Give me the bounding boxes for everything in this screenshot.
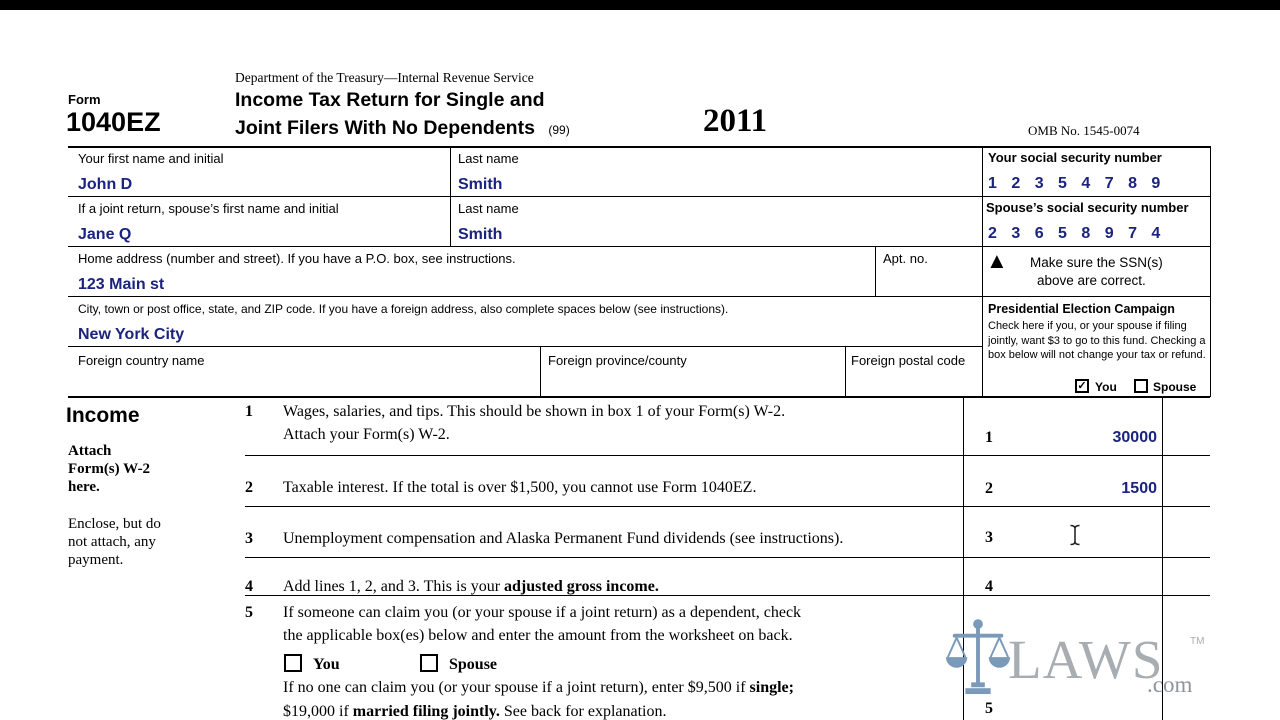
home-address-label: Home address (number and street). If you have a P.O. box, see instructions. — [78, 251, 516, 266]
form-title-code: (99) — [548, 123, 570, 137]
line3-number: 3 — [245, 530, 253, 547]
form-number: 1040EZ — [66, 107, 161, 137]
laws-logo-com: .com — [1147, 672, 1193, 697]
attach-note-line2: Form(s) W-2 — [68, 461, 151, 477]
spouse-last-name-field[interactable]: Smith — [458, 226, 503, 243]
line5-number: 5 — [245, 604, 253, 621]
campaign-body-text: Check here if you, or your spouse if filing jointly, want $3 to go to this fund. Checking a box below will not change your tax or refund. — [988, 320, 1206, 361]
line5-text-3 — [283, 679, 794, 697]
scales-of-justice-icon — [944, 617, 1012, 710]
omb-number: OMB No. 1545-0074 — [1028, 123, 1140, 138]
line5-you-label: You — [313, 656, 340, 673]
rule-line1 — [245, 455, 1210, 456]
foreign-country-label: Foreign country name — [78, 353, 205, 368]
line5-text-1: If someone can claim you (or your spouse if a joint return) as a dependent, check — [283, 604, 802, 621]
line4-text — [283, 578, 659, 596]
spouse-ssn-label: Spouse’s social security number — [986, 200, 1189, 215]
rule-row1 — [68, 196, 1210, 197]
form-title-line1: Income Tax Return for Single and — [235, 89, 545, 111]
top-black-bar — [0, 0, 1280, 10]
spouse-first-name-field[interactable]: Jane Q — [78, 226, 132, 243]
line5-spouse-checkbox[interactable] — [420, 654, 438, 672]
last-name-label: Last name — [458, 151, 519, 166]
ssn-label: Your social security number — [988, 150, 1162, 165]
campaign-you-checkbox[interactable] — [1075, 379, 1089, 393]
divider-ssn-col — [982, 146, 983, 397]
line5-text-3-plain: If no one can claim you (or your spouse if a joint return), enter $9,500 if — [283, 679, 750, 696]
line1-amount-field[interactable]: 30000 — [1112, 429, 1157, 446]
line1-number: 1 — [245, 403, 253, 420]
form-title-line2-text: Joint Filers With No Dependents — [235, 117, 535, 139]
line5-box-number: 5 — [985, 700, 993, 717]
spouse-last-name-label: Last name — [458, 201, 519, 216]
form-title-line2 — [235, 117, 570, 140]
ssn-warning-line2: above are correct. — [1037, 273, 1146, 288]
warning-triangle-icon: ▲ — [986, 248, 1008, 273]
line5-spouse-label: Spouse — [449, 656, 498, 673]
line5-text-3-bold: single; — [749, 679, 794, 696]
spouse-first-name-label: If a joint return, spouse’s first name and initial — [78, 201, 339, 216]
foreign-postal-label: Foreign postal code — [851, 353, 966, 368]
line5-you-checkbox[interactable] — [284, 654, 302, 672]
line5-text-4 — [283, 703, 667, 720]
attach-note-line3: here. — [68, 479, 100, 495]
apt-label: Apt. no. — [883, 251, 928, 266]
line1-box-number: 1 — [985, 429, 993, 446]
line1-text-2: Attach your Form(s) W-2. — [283, 426, 450, 443]
line4-text-plain: Add lines 1, 2, and 3. This is your — [283, 578, 505, 595]
home-address-field[interactable]: 123 Main st — [78, 276, 165, 293]
rule-section — [68, 396, 1210, 398]
tax-year: 2011 — [703, 103, 768, 139]
line5-text-4-c: See back for explanation. — [499, 703, 667, 720]
attach-note-line1: Attach — [68, 443, 112, 459]
enclose-note-line3: payment. — [68, 552, 124, 568]
line3-text: Unemployment compensation and Alaska Permanent Fund dividends (see instructions). — [283, 530, 844, 547]
department-line: Department of the Treasury—Internal Revenue Service — [235, 70, 534, 85]
campaign-you-label: You — [1095, 380, 1117, 394]
ssn-field[interactable]: 1 2 3 5 4 7 8 9 — [988, 175, 1166, 192]
divider-apt — [875, 246, 876, 296]
rule-top — [68, 146, 1210, 148]
income-section-title: Income — [66, 404, 140, 427]
last-name-field[interactable]: Smith — [458, 176, 503, 193]
line5-text-2: the applicable box(es) below and enter the amount from the worksheet on back. — [283, 627, 793, 644]
campaign-title: Presidential Election Campaign — [988, 302, 1175, 316]
ssn-warning-line1: Make sure the SSN(s) — [1030, 255, 1163, 270]
laws-logo-text: LAWS — [1008, 629, 1164, 690]
line5-text-4-bold: married filing jointly. — [352, 703, 500, 720]
first-name-field[interactable]: John D — [78, 176, 133, 193]
line4-box-number: 4 — [985, 578, 993, 595]
first-name-label: Your first name and initial — [78, 151, 224, 166]
divider-foreign-2 — [845, 346, 846, 397]
campaign-spouse-label: Spouse — [1153, 380, 1197, 394]
form-word-label: Form — [68, 92, 101, 107]
text-cursor-icon — [1068, 524, 1082, 551]
line4-number: 4 — [245, 578, 253, 595]
line2-number: 2 — [245, 479, 253, 496]
foreign-province-label: Foreign province/county — [548, 353, 687, 368]
rule-row3 — [68, 296, 1210, 297]
city-field[interactable]: New York City — [78, 326, 185, 343]
divider-right-edge — [1210, 146, 1211, 397]
spouse-ssn-field[interactable]: 2 3 6 5 8 9 7 4 — [988, 225, 1166, 242]
rule-row2 — [68, 246, 1210, 247]
line2-box-number: 2 — [985, 480, 993, 497]
laws-logo-tm: TM — [1190, 636, 1205, 647]
campaign-you-checkmark: ✓ — [1077, 380, 1087, 392]
divider-foreign-1 — [540, 346, 541, 397]
line2-text: Taxable interest. If the total is over $1,500, you cannot use Form 1040EZ. — [283, 479, 757, 496]
line5-text-4-a: $19,000 if — [283, 703, 353, 720]
rule-line3 — [245, 557, 1210, 558]
enclose-note-line2: not attach, any — [68, 534, 156, 550]
enclose-note-line1: Enclose, but do — [68, 516, 161, 532]
city-label: City, town or post office, state, and ZIP code. If you have a foreign address, also complete spaces below (see instructions). — [78, 302, 729, 316]
campaign-spouse-checkbox[interactable] — [1134, 379, 1148, 393]
line2-amount-field[interactable]: 1500 — [1121, 480, 1157, 497]
line4-text-bold: adjusted gross income. — [504, 578, 659, 595]
line3-box-number: 3 — [985, 529, 993, 546]
divider-name — [450, 146, 451, 246]
rule-line2 — [245, 506, 1210, 507]
line1-text-1: Wages, salaries, and tips. This should be shown in box 1 of your Form(s) W-2. — [283, 403, 786, 420]
